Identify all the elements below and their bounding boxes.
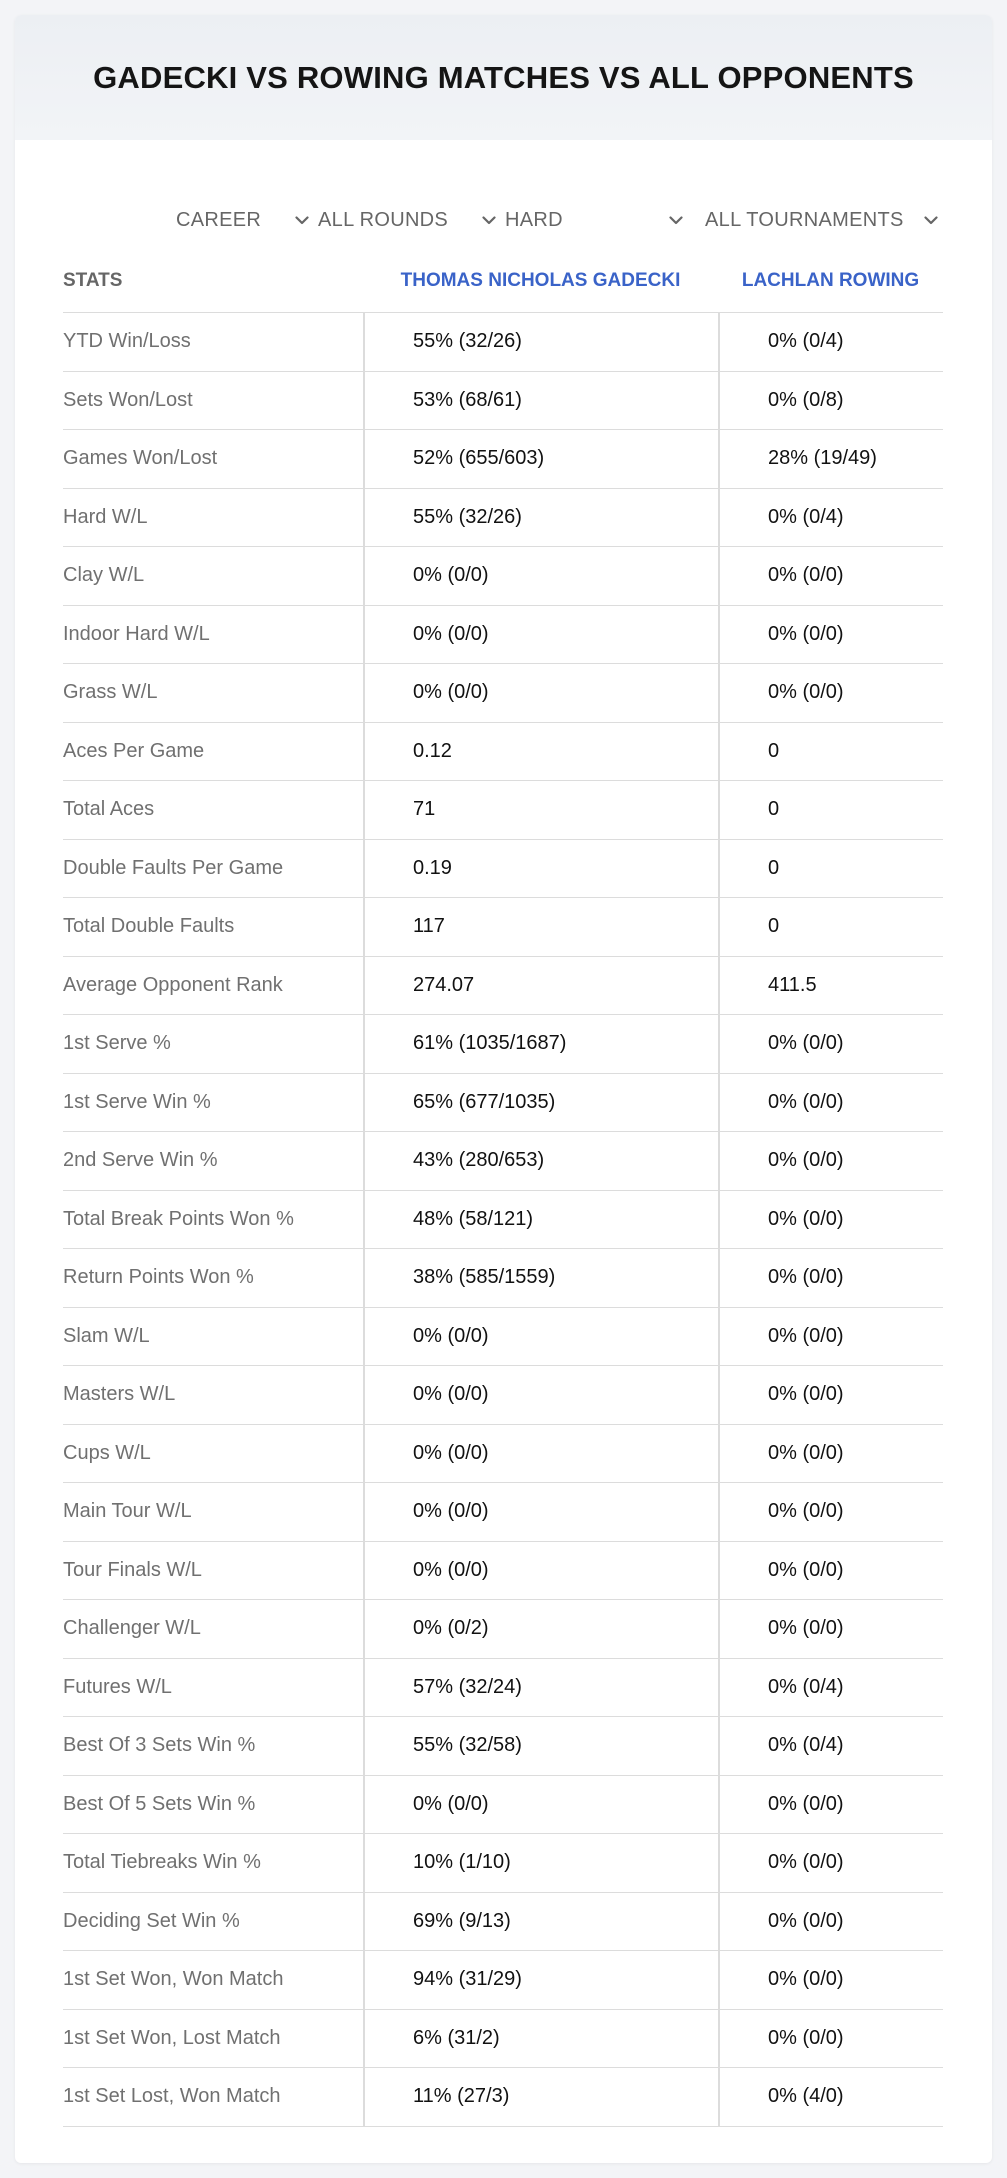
player2-value: 0% (0/0)	[718, 1015, 943, 1073]
stat-label: Tour Finals W/L	[63, 1558, 202, 1581]
table-row	[63, 2010, 943, 2069]
player2-value: 0% (0/4)	[718, 1717, 943, 1775]
player1-value: 57% (32/24)	[363, 1659, 718, 1717]
player1-value: 6% (31/2)	[363, 2010, 718, 2068]
filter-value: ALL TOURNAMENTS	[705, 208, 904, 231]
player1-value: 117	[363, 898, 718, 956]
player2-value: 0	[718, 723, 943, 781]
stat-label: Futures W/L	[63, 1675, 172, 1698]
stat-label: Total Aces	[63, 798, 155, 821]
player2-value: 0% (0/0)	[718, 1074, 943, 1132]
player2-value: 0% (0/0)	[718, 1425, 943, 1483]
table-row	[63, 898, 943, 957]
stat-label: YTD Win/Loss	[63, 330, 191, 353]
player2-value: 0% (0/0)	[718, 2010, 943, 2068]
stat-label: Sets Won/Lost	[63, 388, 193, 411]
player2-value: 0% (0/0)	[718, 1191, 943, 1249]
player2-value: 0% (0/0)	[718, 1249, 943, 1307]
stat-label: 1st Set Won, Won Match	[63, 1968, 284, 1991]
stat-label: 1st Set Won, Lost Match	[63, 2026, 281, 2049]
table-row	[63, 840, 943, 899]
player2-value: 0	[718, 840, 943, 898]
table-row	[63, 1717, 943, 1776]
player2-column-header[interactable]: LACHLAN ROWING	[741, 270, 920, 291]
player2-value: 0% (0/0)	[718, 1132, 943, 1190]
stats-card	[15, 15, 992, 2163]
table-body	[63, 313, 943, 2127]
player1-value: 48% (58/121)	[363, 1191, 718, 1249]
player1-value: 11% (27/3)	[363, 2068, 718, 2126]
stat-label: Cups W/L	[63, 1441, 151, 1464]
player1-value: 0% (0/0)	[363, 606, 718, 664]
stat-label: Grass W/L	[63, 681, 158, 704]
stat-label: Total Double Faults	[63, 915, 235, 938]
card-header	[15, 15, 992, 140]
table-row	[63, 1600, 943, 1659]
player1-value: 65% (677/1035)	[363, 1074, 718, 1132]
filter-value: ALL ROUNDS	[318, 208, 449, 231]
player2-value: 0% (0/0)	[718, 1366, 943, 1424]
player1-value: 61% (1035/1687)	[363, 1015, 718, 1073]
stats-column-header: STATS	[63, 270, 123, 291]
page-title: GADECKI VS ROWING MATCHES VS ALL OPPONENTS	[93, 59, 914, 95]
table-row	[63, 957, 943, 1016]
table-row	[63, 1425, 943, 1484]
stat-label: Deciding Set Win %	[63, 1909, 240, 1932]
player2-value: 0% (0/0)	[718, 547, 943, 605]
player1-value: 0.19	[363, 840, 718, 898]
chevron-down-icon	[293, 211, 311, 229]
stat-label: 2nd Serve Win %	[63, 1149, 218, 1172]
player1-value: 0% (0/0)	[363, 1776, 718, 1834]
table-row	[63, 1191, 943, 1250]
stat-label: Clay W/L	[63, 564, 145, 587]
surface-filter-select[interactable]	[505, 190, 685, 250]
player2-value: 28% (19/49)	[718, 430, 943, 488]
stat-label: Challenger W/L	[63, 1617, 201, 1640]
player2-value: 0% (4/0)	[718, 2068, 943, 2126]
table-row	[63, 664, 943, 723]
player1-value: 69% (9/13)	[363, 1893, 718, 1951]
table-row	[63, 1366, 943, 1425]
table-row	[63, 547, 943, 606]
tournaments-filter-select[interactable]	[705, 190, 940, 250]
table-row	[63, 430, 943, 489]
stat-label: Main Tour W/L	[63, 1500, 192, 1523]
player1-value: 71	[363, 781, 718, 839]
table-row	[63, 1132, 943, 1191]
table-row	[63, 1659, 943, 1718]
player1-value: 274.07	[363, 957, 718, 1015]
player2-value: 411.5	[718, 957, 943, 1015]
chevron-down-icon	[667, 211, 685, 229]
table-row	[63, 606, 943, 665]
chevron-down-icon	[922, 211, 940, 229]
player2-value: 0% (0/0)	[718, 606, 943, 664]
stat-label: Total Break Points Won %	[63, 1207, 294, 1230]
player1-value: 38% (585/1559)	[363, 1249, 718, 1307]
table-row	[63, 313, 943, 372]
player2-value: 0% (0/4)	[718, 489, 943, 547]
player2-value: 0% (0/0)	[718, 1834, 943, 1892]
player2-value: 0% (0/0)	[718, 1542, 943, 1600]
player1-value: 94% (31/29)	[363, 1951, 718, 2009]
player1-value: 52% (655/603)	[363, 430, 718, 488]
stat-label: Best Of 3 Sets Win %	[63, 1734, 256, 1757]
stat-label: 1st Serve %	[63, 1032, 171, 1055]
stats-table	[63, 250, 943, 2127]
player2-value: 0% (0/0)	[718, 1776, 943, 1834]
player1-value: 43% (280/653)	[363, 1132, 718, 1190]
rounds-filter-select[interactable]	[318, 190, 498, 250]
filter-value: HARD	[505, 208, 563, 231]
player1-value: 55% (32/26)	[363, 489, 718, 547]
table-row	[63, 1483, 943, 1542]
table-header	[63, 250, 943, 313]
player2-value: 0	[718, 898, 943, 956]
player1-value: 0% (0/0)	[363, 1425, 718, 1483]
chevron-down-icon	[480, 211, 498, 229]
stat-label: 1st Set Lost, Won Match	[63, 2085, 281, 2108]
stat-label: Aces Per Game	[63, 739, 205, 762]
player1-value: 0% (0/0)	[363, 1483, 718, 1541]
player1-value: 0% (0/2)	[363, 1600, 718, 1658]
table-row	[63, 1015, 943, 1074]
table-row	[63, 723, 943, 782]
player2-value: 0% (0/8)	[718, 372, 943, 430]
player1-value: 10% (1/10)	[363, 1834, 718, 1892]
stat-label: Total Tiebreaks Win %	[63, 1851, 261, 1874]
player2-value: 0% (0/4)	[718, 1659, 943, 1717]
table-row	[63, 781, 943, 840]
stat-label: Masters W/L	[63, 1383, 176, 1406]
player2-value: 0% (0/0)	[718, 664, 943, 722]
table-row	[63, 2068, 943, 2127]
stat-label: Average Opponent Rank	[63, 973, 283, 996]
stat-label: 1st Serve Win %	[63, 1090, 211, 1113]
player1-value: 0% (0/0)	[363, 1366, 718, 1424]
stat-label: Games Won/Lost	[63, 447, 218, 470]
stat-label: Return Points Won %	[63, 1266, 254, 1289]
table-row	[63, 1776, 943, 1835]
table-row	[63, 1074, 943, 1133]
stat-label: Double Faults Per Game	[63, 856, 284, 879]
table-row	[63, 1893, 943, 1952]
player2-value: 0% (0/4)	[718, 313, 943, 371]
player2-value: 0	[718, 781, 943, 839]
filter-bar	[15, 190, 992, 250]
table-row	[63, 372, 943, 431]
player2-value: 0% (0/0)	[718, 1600, 943, 1658]
stat-label: Hard W/L	[63, 505, 148, 528]
player1-value: 0% (0/0)	[363, 664, 718, 722]
player2-value: 0% (0/0)	[718, 1893, 943, 1951]
stat-label: Indoor Hard W/L	[63, 622, 210, 645]
table-row	[63, 1542, 943, 1601]
stat-label: Slam W/L	[63, 1324, 150, 1347]
table-row	[63, 1249, 943, 1308]
career-filter-select[interactable]	[176, 190, 311, 250]
stat-label: Best Of 5 Sets Win %	[63, 1792, 256, 1815]
player1-column-header[interactable]: THOMAS NICHOLAS GADECKI	[400, 270, 681, 291]
player1-value: 0% (0/0)	[363, 547, 718, 605]
player2-value: 0% (0/0)	[718, 1951, 943, 2009]
player1-value: 55% (32/26)	[363, 313, 718, 371]
player1-value: 0% (0/0)	[363, 1308, 718, 1366]
table-row	[63, 1951, 943, 2010]
table-row	[63, 1834, 943, 1893]
filter-value: CAREER	[176, 208, 262, 231]
player1-value: 0% (0/0)	[363, 1542, 718, 1600]
table-row	[63, 489, 943, 548]
player2-value: 0% (0/0)	[718, 1308, 943, 1366]
player1-value: 53% (68/61)	[363, 372, 718, 430]
player1-value: 55% (32/58)	[363, 1717, 718, 1775]
table-row	[63, 1308, 943, 1367]
player2-value: 0% (0/0)	[718, 1483, 943, 1541]
player1-value: 0.12	[363, 723, 718, 781]
